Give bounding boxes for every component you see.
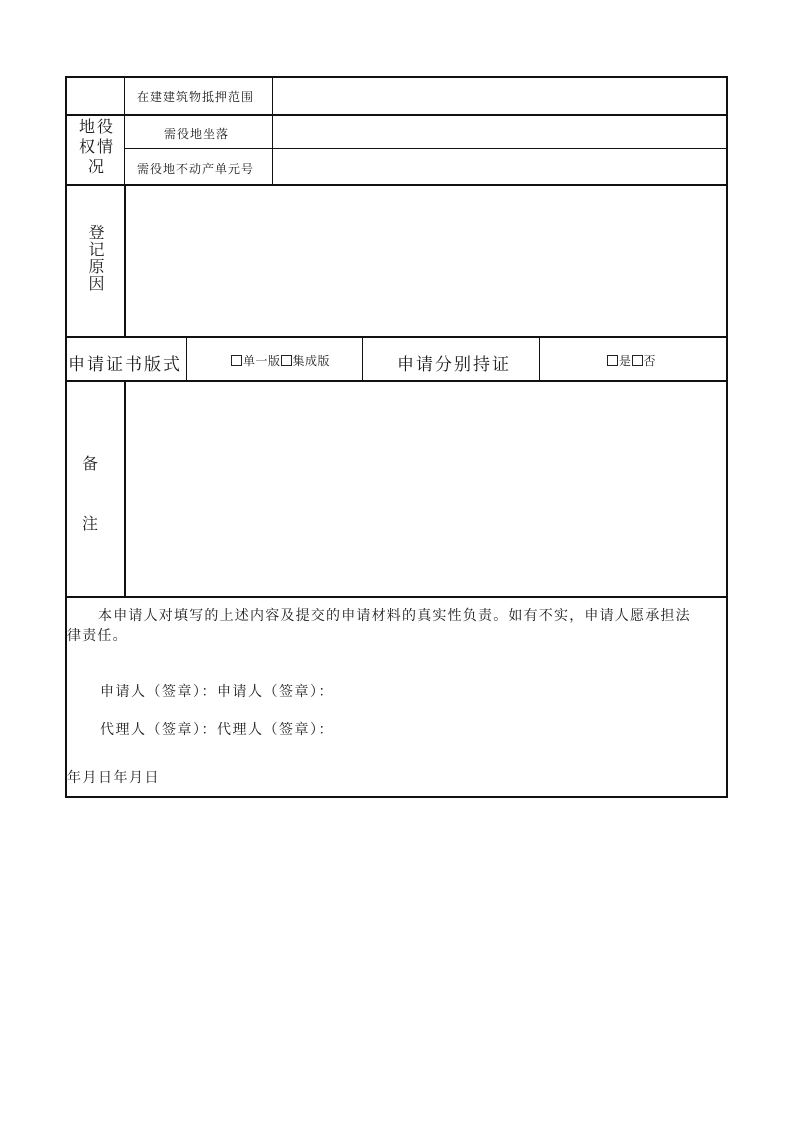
yes-checkbox[interactable]	[607, 355, 618, 366]
col-divider	[362, 337, 363, 381]
remarks-label-char1: 备	[82, 454, 101, 473]
registration-reason-label: 登记原因	[86, 224, 105, 292]
applicant-signature: 申请人（签章）：申请人（签章）：	[100, 684, 334, 700]
col-divider	[272, 76, 273, 186]
col-divider	[124, 76, 125, 186]
table-bottom-border	[65, 796, 728, 798]
servient-unit-field[interactable]	[274, 149, 726, 184]
servient-location-label: 需役地坐落	[164, 127, 230, 141]
col-divider	[539, 337, 540, 381]
col-divider	[186, 337, 187, 381]
mortgage-range-label: 在建建筑物抵押范围	[137, 90, 255, 104]
cert-format-label: 申请证书版式	[68, 355, 182, 375]
separate-cert-options	[607, 352, 656, 369]
single-version-checkbox[interactable]	[231, 355, 242, 366]
declaration-line-1: 本申请人对填写的上述内容及提交的申请材料的真实性负责。如有不实，申请人愿承担法	[98, 608, 691, 624]
date-line: 年月日年月日	[67, 770, 160, 786]
row-divider	[65, 336, 727, 338]
combined-version-option: 集成版	[292, 354, 331, 368]
separate-cert-label: 申请分别持证	[397, 355, 511, 375]
no-checkbox[interactable]	[632, 355, 643, 366]
servient-unit-label: 需役地不动产单元号	[137, 162, 255, 176]
mortgage-range-field[interactable]	[274, 78, 726, 114]
declaration-line-2: 律责任。	[67, 628, 128, 644]
row-divider	[65, 596, 727, 598]
registration-reason-field[interactable]	[126, 186, 726, 336]
remarks-label-char2: 注	[82, 514, 101, 533]
combined-version-checkbox[interactable]	[281, 355, 292, 366]
no-option: 否	[643, 354, 657, 368]
single-version-option: 单一版	[243, 354, 281, 368]
yes-option: 是	[619, 354, 632, 368]
servient-location-field[interactable]	[274, 116, 726, 148]
remarks-field[interactable]	[126, 382, 726, 596]
agent-signature: 代理人（签章）：代理人（签章）：	[100, 722, 334, 738]
cert-format-options	[231, 352, 330, 369]
easement-section-label: 地役权情况	[78, 117, 115, 176]
